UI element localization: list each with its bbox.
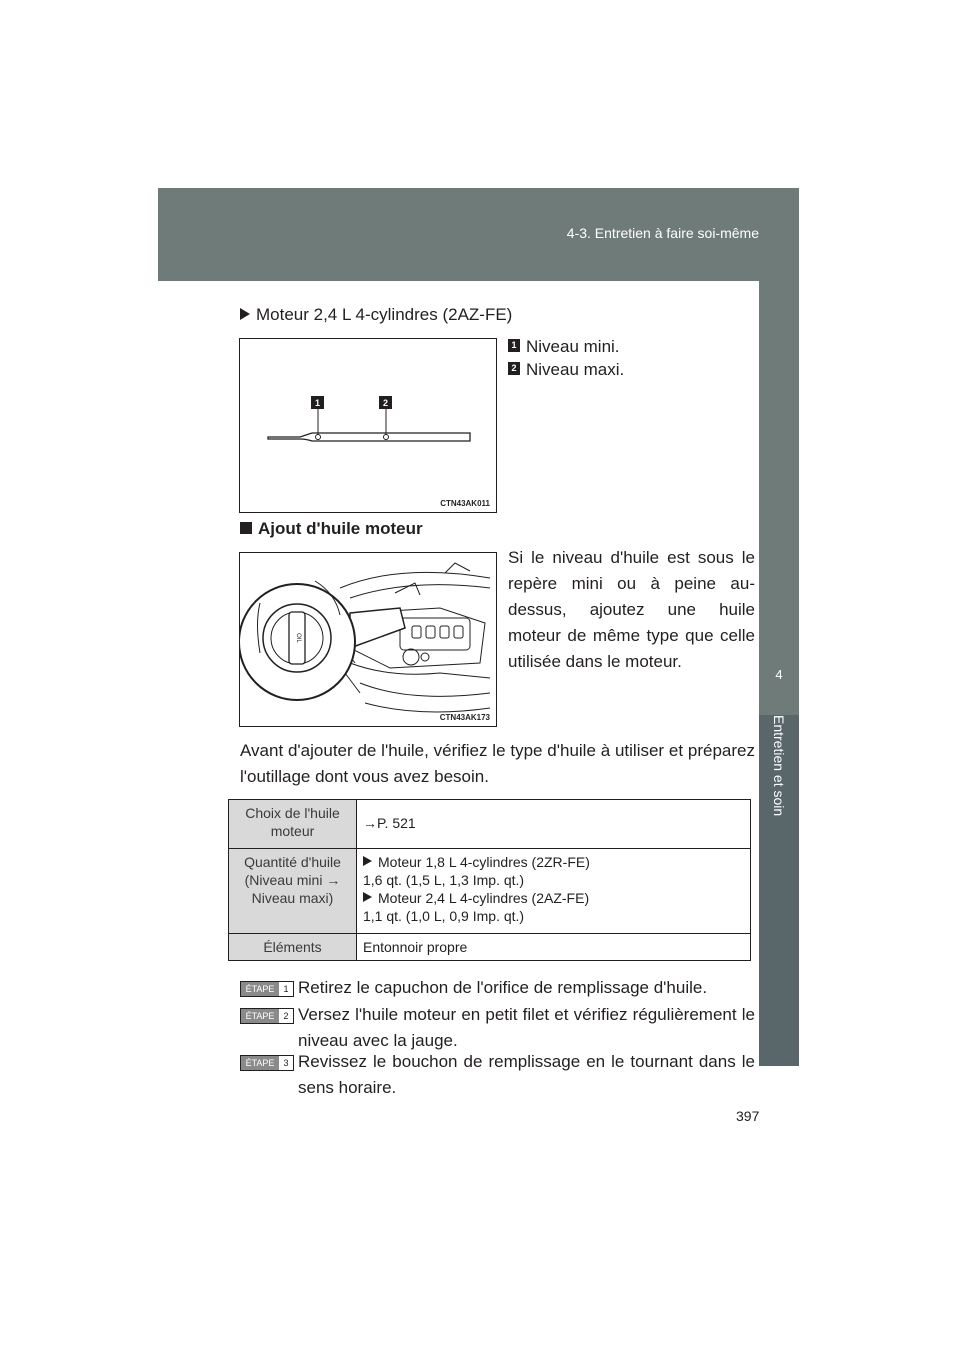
number-2-icon: 2	[508, 362, 520, 375]
table-row	[229, 849, 751, 934]
triangle-bullet-icon	[363, 856, 372, 866]
cell-line	[363, 871, 744, 889]
triangle-bullet-icon	[240, 308, 250, 320]
square-bullet-icon	[240, 522, 252, 534]
engine-bay-illustration	[240, 553, 496, 726]
step-text: Revissez le bouchon de remplissage en le tournant dans le sens horaire.	[298, 1052, 755, 1097]
table-row	[229, 800, 751, 849]
step-text: Versez l'huile moteur en petit filet et vérifiez régulièrement le niveau avec la jauge.	[298, 1005, 755, 1050]
cell-line	[363, 889, 744, 907]
marker-1-label: 1	[314, 398, 321, 408]
chapter-header	[158, 188, 799, 281]
cell-text: 1,1 qt. (1,0 L, 0,9 Imp. qt.)	[363, 908, 525, 924]
engine-heading-line	[240, 302, 512, 328]
cell-text: Moteur 2,4 L 4-cylindres (2AZ-FE)	[378, 890, 590, 906]
step-text: Retirez le capuchon de l'orifice de remplissage d'huile.	[298, 978, 708, 997]
step-badge-label: ÉTAPE	[241, 1056, 279, 1070]
section-heading-line	[240, 516, 423, 542]
side-tab-number-box	[759, 635, 799, 715]
table-header-cell: Choix de l'huile moteur	[229, 800, 357, 849]
page-number: 397	[736, 1108, 760, 1124]
cell-line	[363, 907, 744, 925]
legend-item-2	[508, 357, 624, 383]
triangle-bullet-icon	[363, 892, 372, 902]
dipstick-illustration	[240, 339, 496, 512]
section-title: 4-3. Entretien à faire soi-même	[566, 225, 759, 241]
step-badge-number: 1	[283, 984, 289, 994]
side-tab-label: Entretien et soin	[771, 715, 787, 817]
side-tab-label-wrap	[759, 715, 799, 915]
dipstick-figure	[239, 338, 497, 513]
table-cell	[357, 800, 751, 849]
cell-text: Entonnoir propre	[363, 939, 468, 955]
legend-text-1: Niveau mini.	[526, 337, 620, 356]
figure-code: CTN43AK011	[440, 499, 490, 508]
svg-text:OIL: OIL	[295, 633, 301, 643]
figure-code-2: CTN43AK173	[439, 713, 490, 722]
oil-cap-figure	[239, 552, 497, 727]
page-ref: →P. 521	[363, 815, 416, 831]
step-badge-number: 2	[283, 1011, 289, 1021]
legend-text-2: Niveau maxi.	[526, 360, 625, 379]
step-badge	[240, 1055, 294, 1071]
engine-heading: Moteur 2,4 L 4-cylindres (2AZ-FE)	[256, 305, 513, 324]
step-badge-number: 3	[283, 1058, 289, 1068]
step-badge-label: ÉTAPE	[241, 982, 279, 996]
oil-spec-table	[228, 799, 751, 961]
section-heading: Ajout d'huile moteur	[258, 519, 423, 538]
cell-text: Moteur 1,8 L 4-cylindres (2ZR-FE)	[378, 854, 590, 870]
table-row	[229, 934, 751, 961]
cell-line	[363, 853, 744, 871]
table-cell	[357, 849, 751, 934]
intro-paragraph: Avant d'ajouter de l'huile, vérifiez le type d'huile à utiliser et préparez l'outillage dont vous avez besoin.	[240, 741, 755, 786]
table-cell	[357, 934, 751, 961]
step-badge-label: ÉTAPE	[241, 1009, 279, 1023]
step-badge	[240, 1008, 294, 1024]
table-header-cell: Quantité d'huile (Niveau mini → Niveau maxi)	[229, 849, 357, 934]
number-1-icon: 1	[508, 339, 520, 352]
step-badge	[240, 981, 294, 997]
side-tab-number: 4	[775, 667, 783, 682]
cap-paragraph: Si le niveau d'huile est sous le repère mini ou à peine au-dessus, ajoutez une huile moteur de même type que celle utilisée dans le moteur.	[508, 548, 755, 671]
cell-text: 1,6 qt. (1,5 L, 1,3 Imp. qt.)	[363, 872, 525, 888]
table-header-cell: Éléments	[229, 934, 357, 961]
marker-2-label: 2	[382, 398, 389, 408]
